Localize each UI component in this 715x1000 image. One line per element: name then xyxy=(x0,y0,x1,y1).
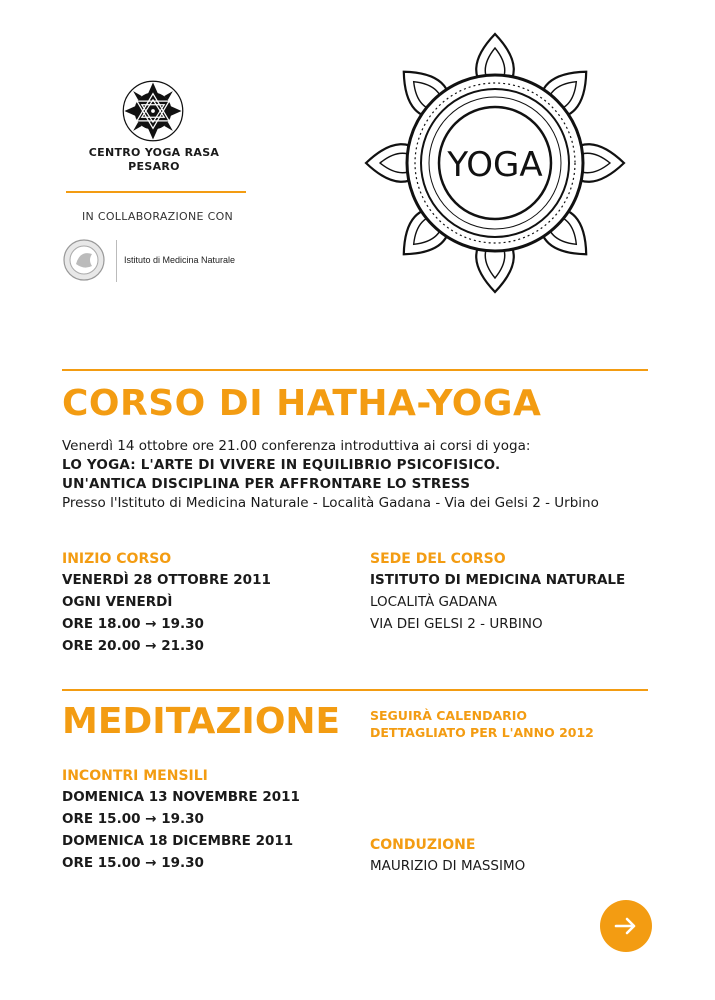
venue-name: ISTITUTO DI MEDICINA NATURALE xyxy=(370,572,626,588)
lotus-text: YOGA xyxy=(447,145,543,185)
imn-logo-icon xyxy=(62,238,106,282)
conduction-name: MAURIZIO DI MASSIMO xyxy=(370,858,526,874)
meeting-date-1: DOMENICA 13 NOVEMBRE 2011 xyxy=(62,789,300,805)
venue-address: VIA DEI GELSI 2 - URBINO xyxy=(370,616,543,632)
course-venue xyxy=(370,549,625,635)
sri-yantra-icon xyxy=(122,80,184,142)
lotus-icon xyxy=(360,28,630,298)
meditation-note-line1: SEGUIRÀ CALENDARIO xyxy=(370,708,528,723)
meeting-slot-2: ORE 15.00 → 19.30 xyxy=(62,855,204,871)
meeting-date-2: DOMENICA 18 DICEMBRE 2011 xyxy=(62,833,294,849)
conduction-heading: CONDUZIONE xyxy=(370,837,476,853)
course-intro xyxy=(62,437,599,513)
subtitle-line-2: UN'ANTICA DISCIPLINA PER AFFRONTARE LO STRESS xyxy=(62,476,471,492)
partner-name: Istituto di Medicina Naturale xyxy=(124,255,236,265)
center-name-line1: CENTRO YOGA RASA xyxy=(88,146,220,159)
meeting-slot-1: ORE 15.00 → 19.30 xyxy=(62,811,204,827)
meetings-heading: INCONTRI MENSILI xyxy=(62,768,208,784)
next-button[interactable] xyxy=(600,900,652,952)
subtitle-line-1: LO YOGA: L'ARTE DI VIVERE IN EQUILIBRIO PSICOFISICO. xyxy=(62,457,501,473)
venue-locality: LOCALITÀ GADANA xyxy=(370,594,497,610)
arrow-right-icon xyxy=(612,912,640,940)
meditation-divider xyxy=(62,689,648,691)
intro-line: Venerdì 14 ottobre ore 21.00 conferenza introduttiva ai corsi di yoga: xyxy=(62,438,531,454)
meditation-note-line2: DETTAGLIATO PER L'ANNO 2012 xyxy=(370,725,594,740)
meditation-note xyxy=(370,707,594,741)
header-divider xyxy=(66,191,246,193)
title-divider-top xyxy=(62,369,648,371)
venue-heading: SEDE DEL CORSO xyxy=(370,551,506,567)
course-title: CORSO DI HATHA-YOGA xyxy=(62,383,542,424)
location-line: Presso l'Istituto di Medicina Naturale - Località Gadana - Via dei Gelsi 2 - Urbino xyxy=(62,495,599,511)
partner-separator xyxy=(116,240,117,282)
meditation-title: MEDITAZIONE xyxy=(62,701,341,742)
start-date: VENERDÌ 28 OTTOBRE 2011 xyxy=(62,572,271,588)
center-name-line2: PESARO xyxy=(128,160,180,173)
center-name xyxy=(80,146,228,174)
monthly-meetings xyxy=(62,766,300,874)
start-heading: INIZIO CORSO xyxy=(62,551,172,567)
conduction xyxy=(370,835,525,877)
start-slot-2: ORE 20.00 → 21.30 xyxy=(62,638,204,654)
collaboration-label: IN COLLABORAZIONE CON xyxy=(82,210,234,223)
start-slot-1: ORE 18.00 → 19.30 xyxy=(62,616,204,632)
course-start xyxy=(62,549,271,657)
start-recurrence: OGNI VENERDÌ xyxy=(62,594,173,610)
